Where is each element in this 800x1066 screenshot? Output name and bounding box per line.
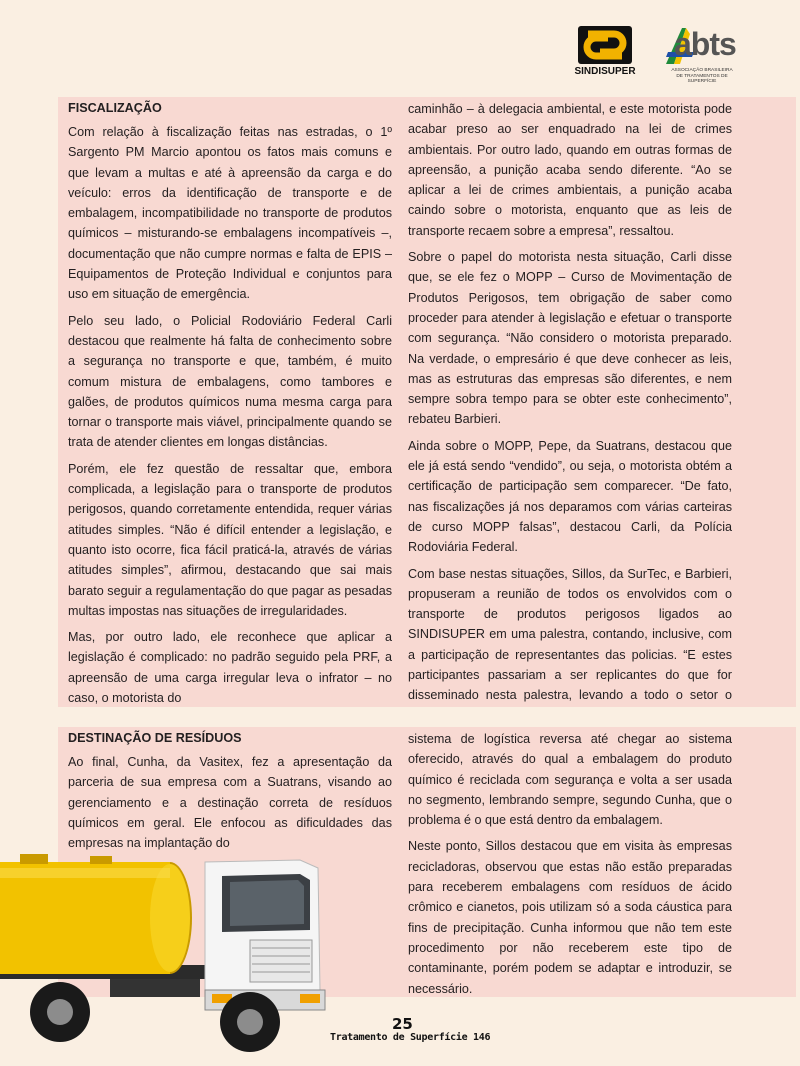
paragraph: Ainda sobre o MOPP, Pepe, da Suatrans, destacou que ele já está sendo “vendido”, ou seja, o motorista obtém a certificação de participação sem comparecer. “De fato, nas fiscalizações já nos deparamos com várias carteiras de curso MOPP falsas”, destacou Carli, da Polícia Rodoviária Federal.: [408, 438, 732, 555]
paragraph: Pelo seu lado, o Policial Rodoviário Federal Carli destacou que realmente há falta de conhecimento sobre a segurança no transporte e que, também, é muito comum mistura de embalagens, como tambores e galões, de produtos químicos numa mesma carga para tornar o transporte mais viável, principalmente quando se trata de atender clientes em longas distâncias.: [68, 313, 392, 450]
paragraph: caminhão – à delegacia ambiental, e este motorista pode acabar preso ao ser enquadrado na lei de crimes ambientais. Por outro lado, quando em outras formas de apreensão, a punição acaba sendo diferente. “Ao se aplicar a lei de crimes ambientais, a punição acaba caindo sobre o motorista, enquanto que as leis de transporte recaem sobre a empresa”, ressaltou.: [408, 102, 732, 238]
sindisuper-logo-mark: [578, 26, 632, 64]
paragraph: Neste ponto, Sillos destacou que em visita às empresas recicladoras, observou que estas não estão preparadas para receberem embalagens com resíduos de ácido crômico e cianetos, pois utilizam só a soda cáustica para fins de precipitação. Cunha informou que não tem este procedimento por não receberem este tipo de contaminante, porém podem se adaptar e introduzir, se necessário.: [408, 839, 732, 996]
paragraph: Sobre o papel do motorista nesta situação, Carli disse que, se ele fez o MOPP – Curso de Movimentação de Produtos Perigosos, tem obrigação de saber como proceder para atender à legislação e efetuar o transporte com segurança. “Não considero o motorista preparado. Na verdade, o empresário é que deve conhecer as leis, mas as estruturas das empresas são diferentes, e nem sempre sobra tempo para se obter este conhecimento”, rebateu Barbieri.: [408, 250, 732, 427]
section-heading: FISCALIZAÇÃO: [68, 101, 162, 115]
paragraph: Com base nestas situações, Sillos, da SurTec, e Barbieri, propuseram a reunião de todos os envolvidos com o transporte de produtos perigosos ligados ao SINDISUPER em uma palestra, contando, inclusive, com a participação de representantes das policias. “E estes participantes passariam a ser replicantes do que for disseminado nesta palestra, levando a todo o setor o: [408, 566, 732, 703]
article-column-left: [68, 99, 392, 707]
paragraph: Ao final, Cunha, da Vasitex, fez a apresentação da parceria de sua empresa com a Suatrans, visando ao gerenciamento e a destinação correta de resíduos químicos em geral. Ele enfocou as dificuldades das empresas na implantação do: [68, 755, 392, 851]
paragraph: Com relação à fiscalização feitas nas estradas, o 1º Sargento PM Marcio apontou os fatos mais comuns e que levam a multas e até à apreensão da carga e do veículo: erros da identificação de transporte e de embalagem, incompatibilidade no transporte de produtos químicos – misturando-se embalagens incompatíveis –, documentação que não cumpre normas e falta de EPIS – Equipamentos de Proteção Individual e conjuntos para uso em situação de emergência.: [68, 125, 392, 302]
sindisuper-logo-text: SINDISUPER: [574, 66, 636, 77]
paragraph: sistema de logística reversa até chegar ao sistema oferecido, através do qual a embalagem do produto químico é reciclada com segurança e volta a ser usada no segmento, lembrando sempre, segundo Cunha, que o problema é o que está dentro da embalagem.: [408, 732, 732, 828]
tanker-truck-illustration: [0, 840, 380, 1055]
abts-logo-text: abts: [674, 26, 736, 62]
article-panel-fiscalizacao: [58, 97, 796, 707]
section-heading: DESTINAÇÃO DE RESÍDUOS: [68, 731, 242, 745]
sindisuper-logo: [572, 26, 638, 81]
paragraph: Mas, por outro lado, ele reconhece que aplicar a legislação é complicado: no padrão seguido pela PRF, a apreensão de uma carga irregular leva o infrator – no caso, o motorista do: [68, 630, 392, 706]
abts-logo: [664, 22, 740, 82]
article-column-right: [408, 729, 732, 997]
page-number: 25: [392, 1015, 413, 1033]
paragraph: Porém, ele fez questão de ressaltar que, embora complicada, a legislação para o transporte de produtos perigosos, quando corretamente entendida, requer várias atitudes simples. “Não é difícil entender a legislação, e quanto isto ocorre, fica fácil praticá-la, através de várias atitudes simples”, afirmou, destacando que sai mais barato seguir a regulamentação do que pagar as pesadas multas impostas nas situações de irregularidades.: [68, 461, 392, 618]
magazine-title: Tratamento de Superfície 146: [330, 1032, 491, 1043]
article-column-right: [408, 99, 732, 707]
abts-logo-subtitle: ASSOCIAÇÃO BRASILEIRA DE TRATAMENTOS DE SUPERFÍCIE: [671, 68, 733, 84]
